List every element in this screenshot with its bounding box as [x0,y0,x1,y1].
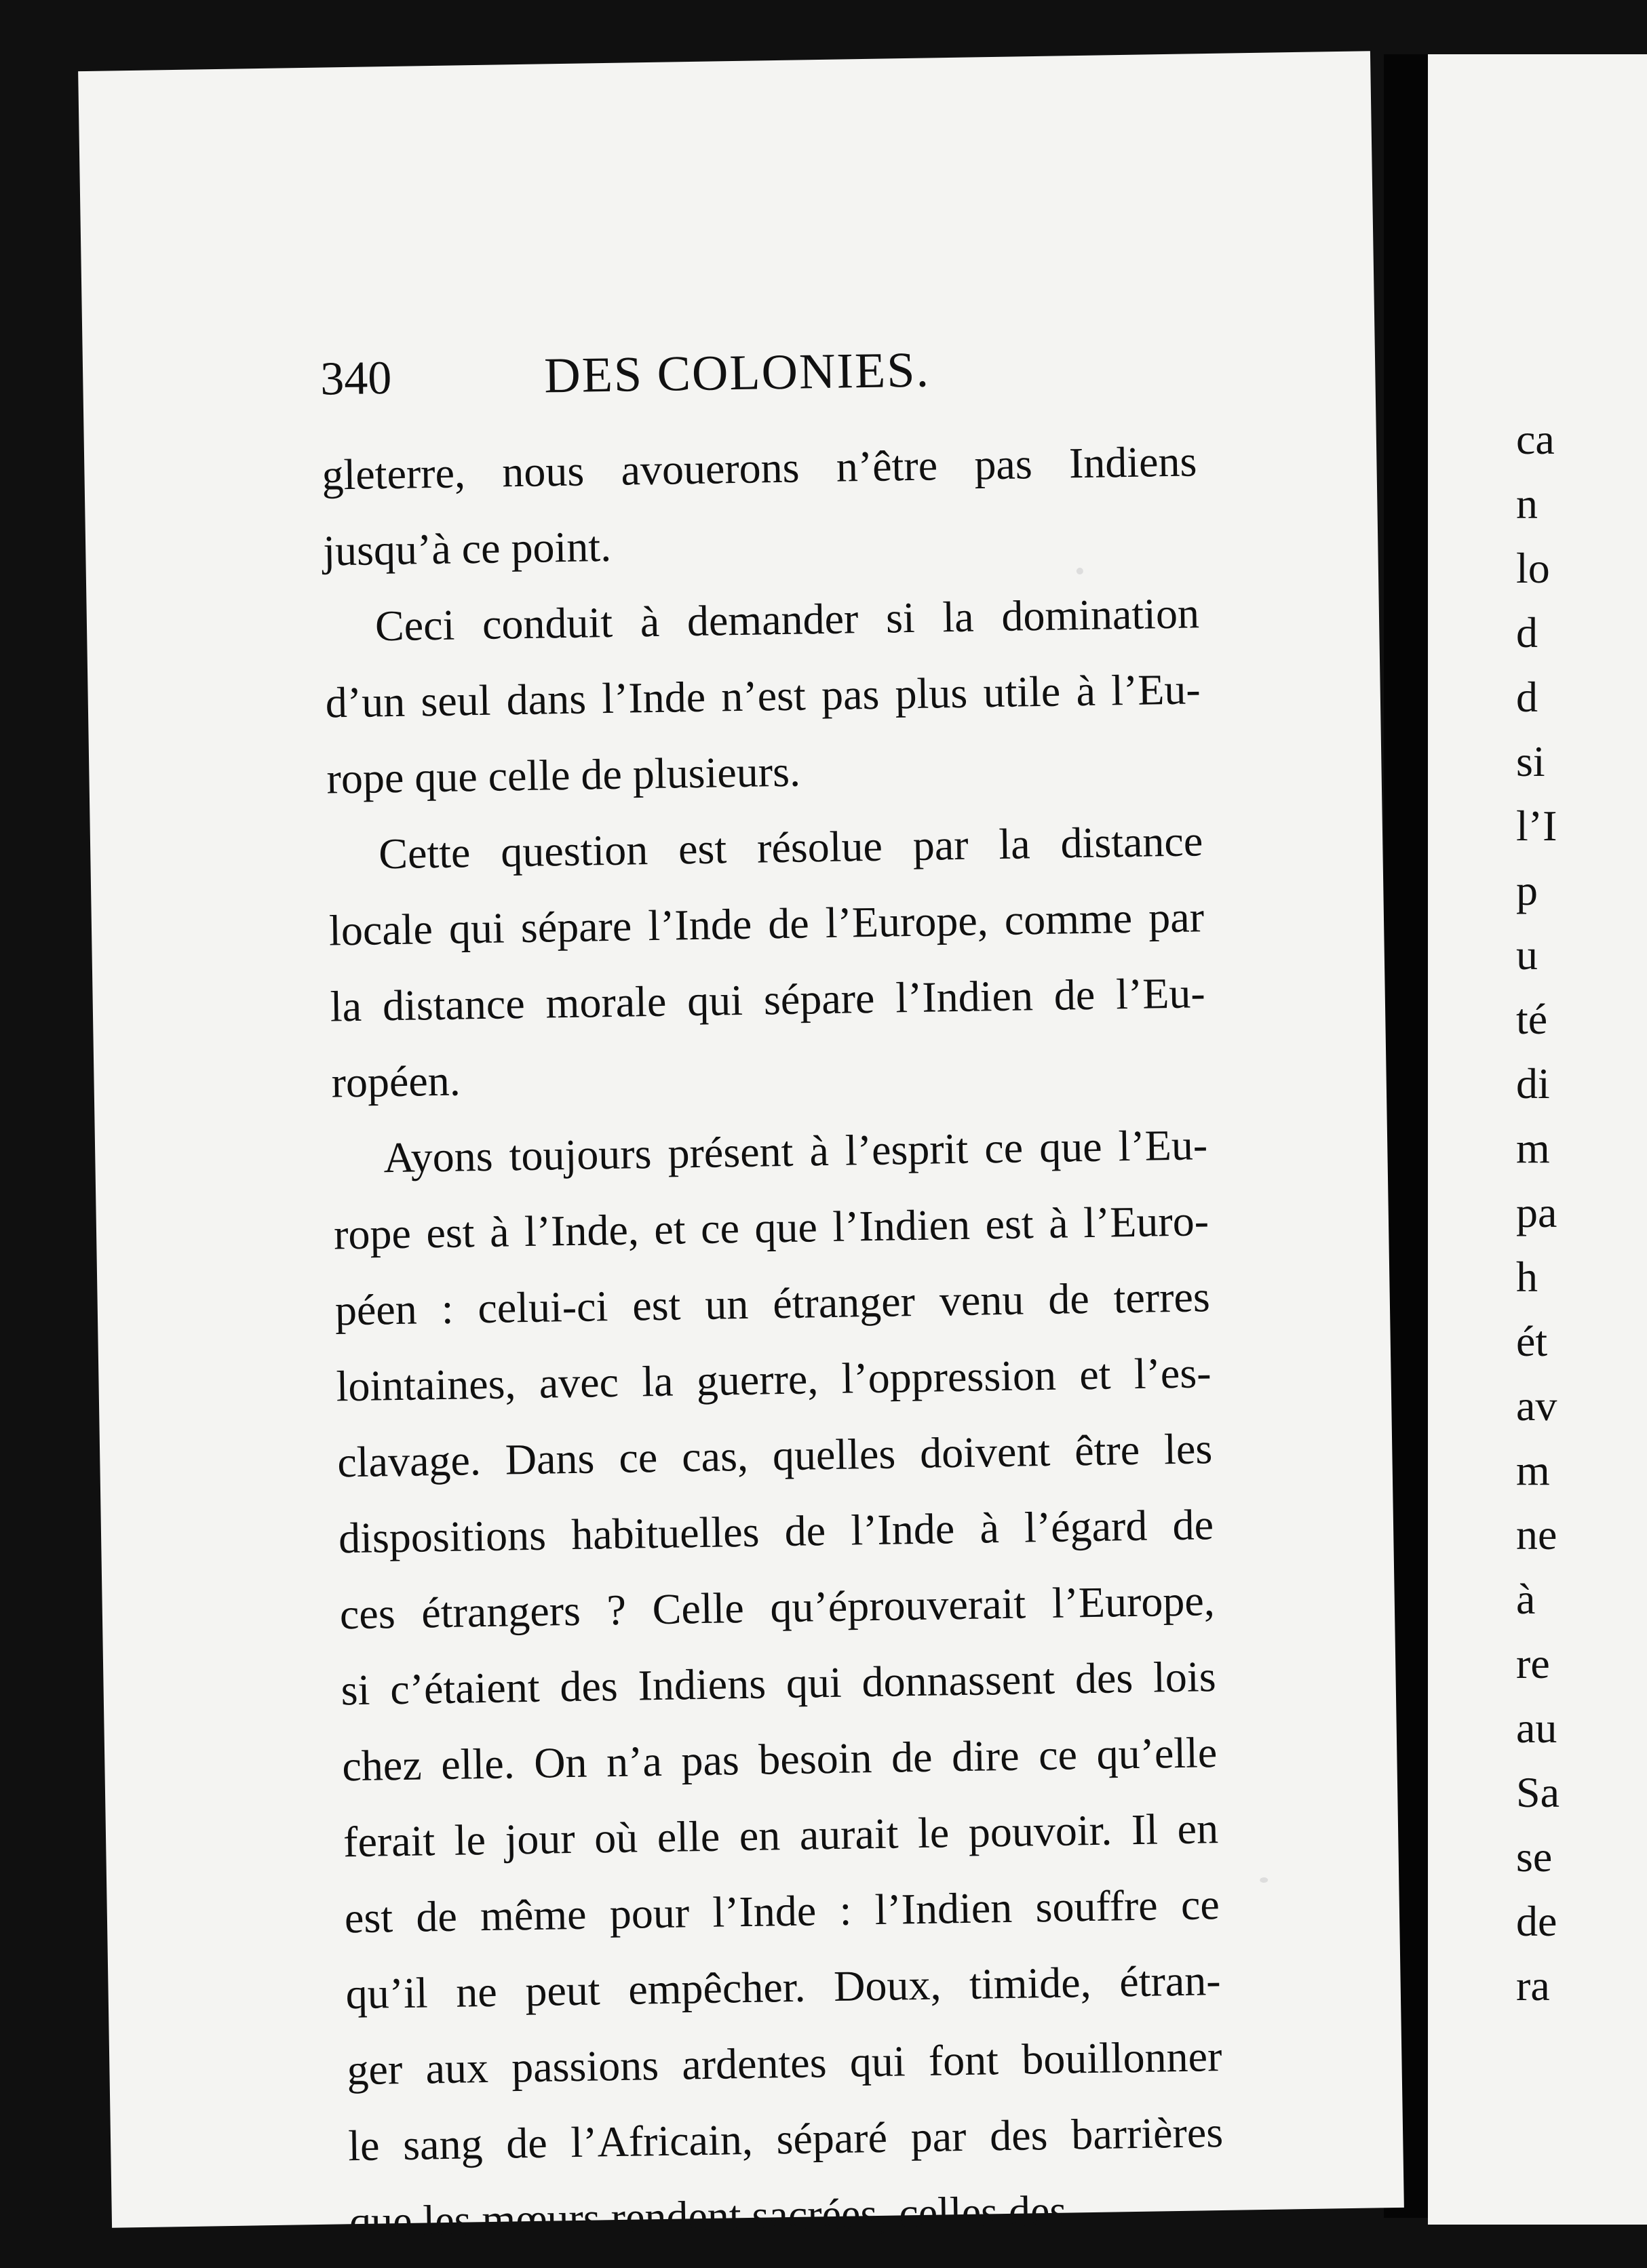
facing-page-line: ne [1516,1510,1557,1559]
facing-page-line: à [1516,1575,1536,1623]
text-line: ropéen. [331,1056,461,1107]
text-line: péen : celui-ci est un étranger venu de terres [334,1272,1211,1335]
text-line: Cette question est résolue par la distance [378,817,1203,878]
facing-page-line: di [1516,1059,1550,1108]
facing-page-line: lo [1516,544,1550,592]
facing-page-line: m [1516,1124,1550,1172]
facing-page-line: d [1516,608,1538,657]
text-line: Ceci conduit à demander si la domination [374,589,1200,650]
text-line: si c’étaient des Indiens qui donnassent des lois [341,1652,1217,1715]
facing-page-line: Sa [1516,1768,1559,1816]
text-line: dispositions habituelles de l’Inde à l’égard de [338,1500,1214,1563]
facing-page-line: h [1516,1253,1538,1301]
text-line: que les mœurs rendent sacrées, celles des [349,2186,1067,2246]
text-line: chez elle. On n’a pas besoin de dire ce qu’elle [341,1728,1218,1791]
facing-page [1428,54,1647,2225]
facing-page-line: de [1516,1897,1557,1945]
facing-page-line: d [1516,673,1538,721]
text-line: rope que celle de plusieurs. [326,747,801,803]
running-head: DES COLONIES. [543,342,931,404]
text-line: jusqu’à ce point. [322,522,612,575]
facing-page-line: ca [1516,415,1555,463]
text-line: ferait le jour où elle en aurait le pouvoir. Il en [343,1804,1219,1866]
facing-page-line: u [1516,931,1538,979]
facing-page-line: re [1516,1639,1550,1687]
body-text [322,423,1225,2260]
text-line: ces étrangers ? Celle qu’éprouverait l’Europe, [339,1576,1216,1639]
text-line: lointaines, avec la guerre, l’oppression et l’es- [336,1348,1212,1411]
facing-page-line: au [1516,1704,1557,1752]
facing-page-line: n [1516,480,1538,528]
facing-page-line: se [1516,1833,1553,1881]
facing-page-line: té [1516,995,1548,1043]
text-line: d’un seul dans l’Inde n’est pas plus utile à l’Eu- [325,665,1201,727]
book-page [78,51,1404,2246]
facing-page-line: av [1516,1382,1557,1430]
facing-page-line: p [1516,866,1538,914]
text-line: le sang de l’Africain, séparé par des barrières [347,2108,1224,2170]
text-line: qu’il ne peut empêcher. Doux, timide, étran- [345,1956,1222,2018]
facing-page-line: pa [1516,1188,1557,1236]
text-line: rope est à l’Inde, et ce que l’Indien est à l’Euro- [333,1196,1209,1259]
text-line: clavage. Dans ce cas, quelles doivent être les [336,1424,1213,1487]
facing-page-line: ra [1516,1961,1550,2010]
text-line: Ayons toujours présent à l’esprit ce que l’Eu- [383,1120,1208,1182]
facing-page-line: l’I [1516,802,1557,850]
text-line: la distance morale qui sépare l’Indien de l’Eu- [330,969,1206,1031]
text-line: gleterre, nous avouerons n’être pas Indiens [321,437,1197,499]
facing-page-text [1516,407,1559,2018]
text-line: est de même pour l’Inde : l’Indien souffre ce [344,1880,1220,1942]
page-header [319,323,1338,414]
facing-page-line: ét [1516,1317,1548,1365]
text-line: locale qui sépare l’Inde de l’Europe, comme par [328,893,1205,955]
page-number: 340 [319,351,392,406]
text-line: ger aux passions ardentes qui font bouillonner [346,2032,1222,2094]
facing-page-line: m [1516,1446,1550,1494]
facing-page-line: si [1516,737,1545,785]
